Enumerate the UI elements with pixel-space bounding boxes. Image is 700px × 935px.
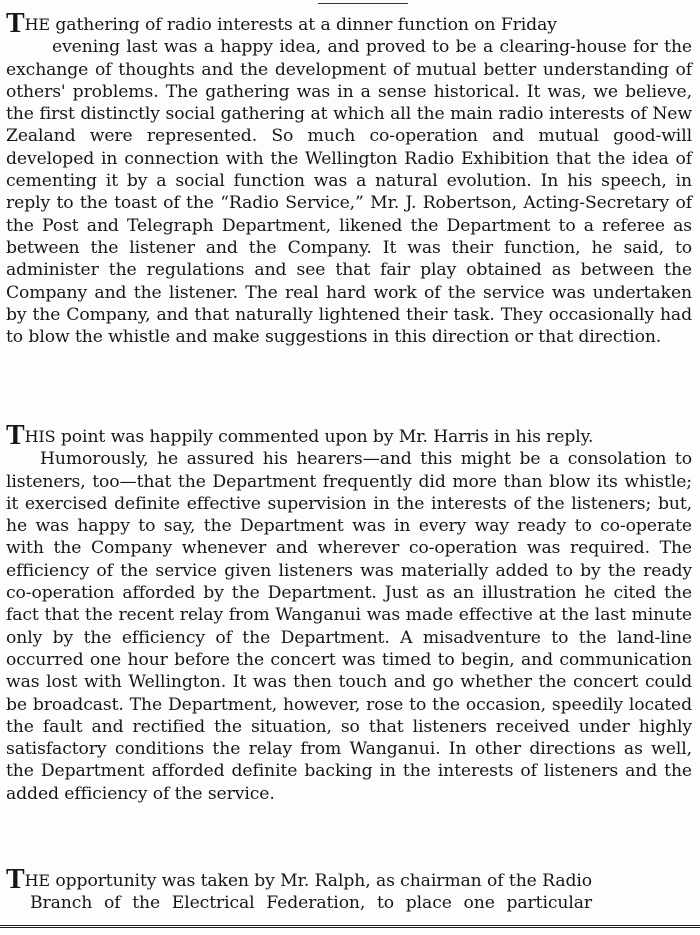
paragraph-1 [6,8,692,348]
lead-caps: HIS [24,427,56,446]
first-line: gathering of radio interests at a dinner function on Friday [55,15,557,35]
paragraph-2 [6,420,692,805]
lead-caps: HE [24,15,51,34]
first-line: opportunity was taken by Mr. Ralph, as chairman of the Radio [55,871,593,891]
paragraph-text: evening last was a happy idea, and proved to be a clearing-house for the exchange of thoughts and the development of mutual better understanding of others' problems. The gathering was in a sense historical. It was, we believe, the first distinctly social gathering at which all the main radio interests of New Zealand were represented. So much co-operation and mutual good-will developed in connection with the Wellington Radio Exhibition that the idea of cementing it by a social function was a natural evolution. In his speech, in reply to the toast of the “Radio Service,” Mr. J. Robertson, Acting-Secretary of the Post and Telegraph Department, likened the Department to a referee as between the listener and the Company. It was their function, he said, to administer the regulations and see that fair play obtained as between the Company and the listener. The real hard work of the service was undertaken by the Company, and that naturally lightened their task. They occasionally had to blow the whistle and make suggestions in this direction or that direction. [6,37,692,348]
paragraph-3 [6,864,593,915]
dropcap: T [6,864,25,895]
paragraph-text: Branch of the Electrical Federation, to place one particular [30,893,593,914]
paragraph-text: Humorously, he assured his hearers—and this might be a consolation to listeners, too—that the Department frequently did more than blow its whistle; it exercised definite effective supervision in the interests of the listeners; but, he was happy to say, the Department was in every way ready to co-operate with the Company whenever and wherever co-operation was required. The efficiency of the service given listeners was materially added to by the ready co-operation afforded by the Department. Just as an illustration he cited the fact that the recent relay from Wanganui was made effective at the last minute only by the efficiency of the Department. A misadventure to the land-line occurred one hour before the concert was timed to begin, and communication was lost with Wellington. It was then touch and go whether the concert could be broadcast. The Department, however, rose to the occasion, speedily located the fault and rectified the situation, so that listeners received under highly satisfactory conditions the relay from Wanganui. In other directions as well, the Department afforded definite backing in the interests of listeners and the added efficiency of the service. [6,449,692,804]
dropcap: T [6,8,25,39]
bottom-rule [0,925,700,928]
top-rule [318,3,408,4]
lead-caps: HE [24,871,51,890]
first-line: point was happily commented upon by Mr. Harris in his reply. [60,427,594,447]
dropcap: T [6,420,25,451]
